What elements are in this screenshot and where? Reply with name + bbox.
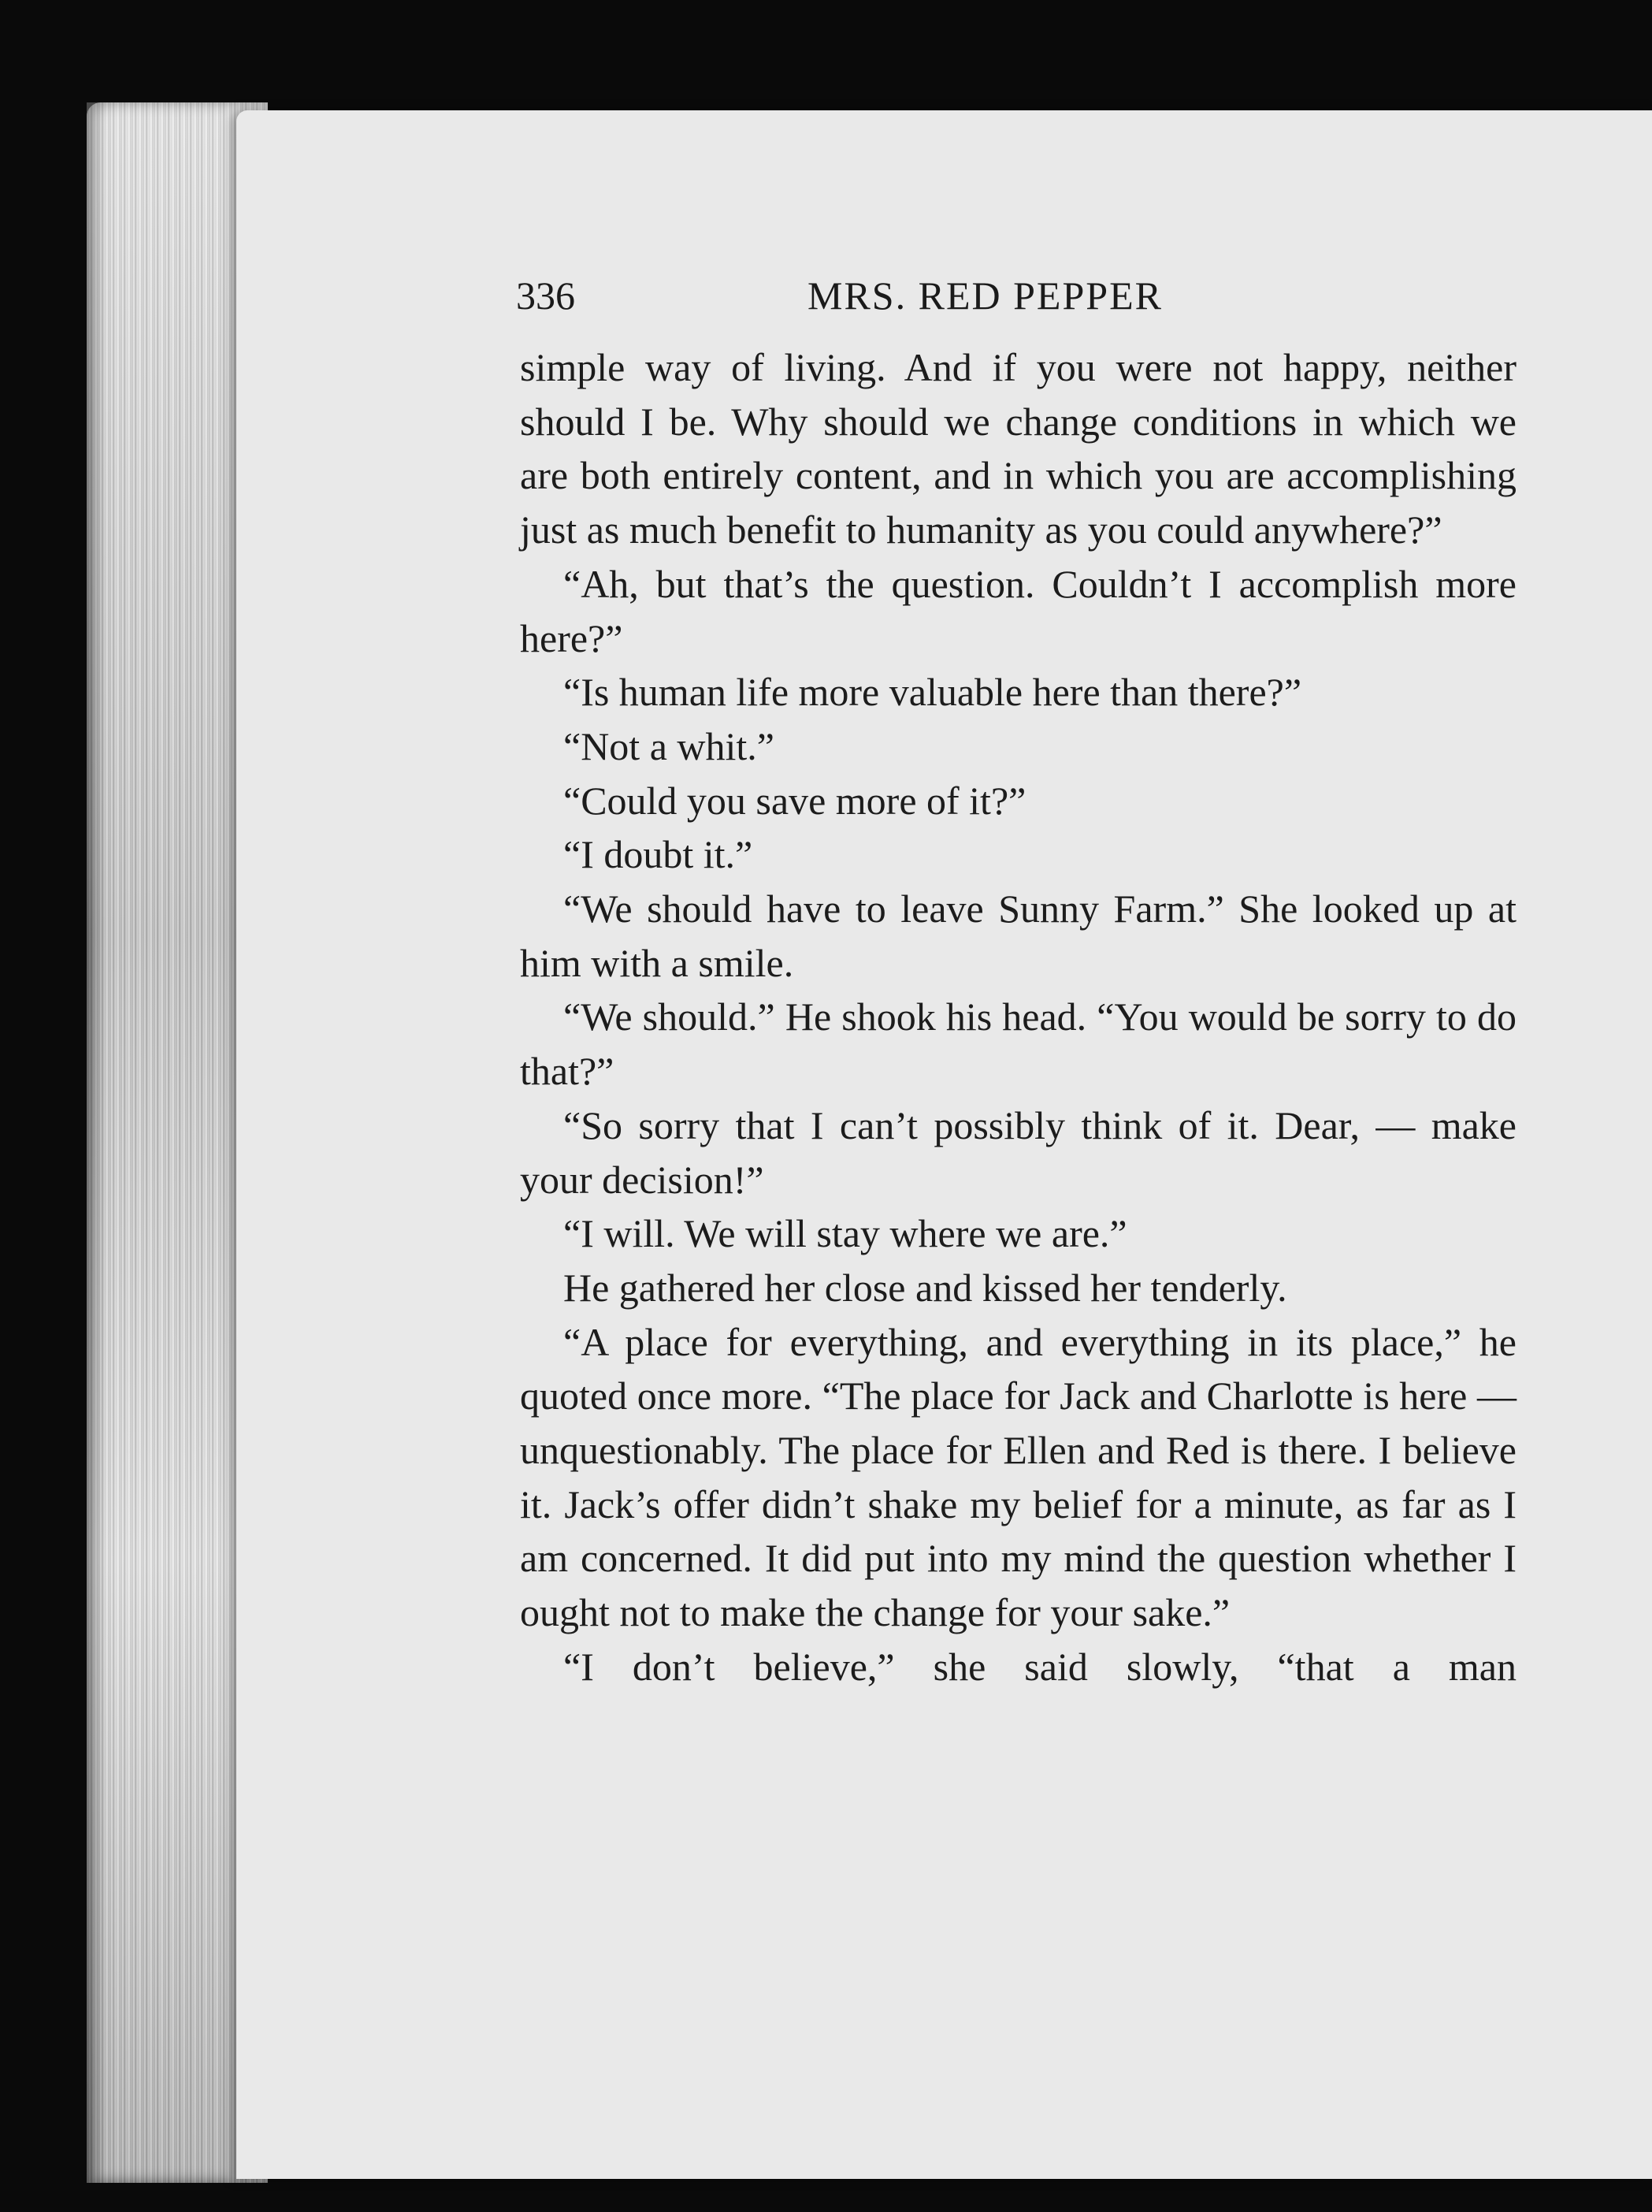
paragraph: “Could you save more of it?”	[563, 778, 1026, 823]
paragraph: “So sorry that I can’t possibly think of it. Dear, — make your decision!”	[520, 1102, 1516, 1202]
paragraph: He gathered her close and kissed her tenderly.	[563, 1265, 1287, 1310]
paragraph: “I doubt it.”	[563, 832, 753, 877]
page-number: 336	[516, 273, 575, 318]
running-title: MRS. RED PEPPER	[807, 273, 1163, 318]
paragraph: “I don’t believe,” she said slowly, “that a man	[563, 1644, 1516, 1689]
paragraph: “Ah, but that’s the question. Couldn’t I accomplish more here?”	[520, 561, 1516, 660]
paragraph: “Not a whit.”	[563, 723, 774, 768]
paragraph: simple way of living. And if you were not happy, neither should I be. Why should we change conditions in which we are both entirely content, and in which you are accomplishing just as much benefit to humanity as you could anywhere?”	[520, 345, 1516, 552]
paragraph: “I will. We will stay where we are.”	[563, 1211, 1127, 1256]
paragraph: “Is human life more valuable here than there?”	[563, 670, 1302, 715]
paragraph: “A place for everything, and everything in its place,” he quoted once more. “The place for Jack and Charlotte is here — unquestionably. The place for Ellen and Red is there. I believe it. Jack’s offer didn’t shake my belief for a minute, as far as I am concerned. It did put into my mind the question whether I ought not to make the change for your sake.”	[520, 1319, 1516, 1635]
paragraph: “We should have to leave Sunny Farm.” She looked up at him with a smile.	[520, 887, 1516, 985]
running-head	[516, 268, 1516, 323]
paragraph: “We should.” He shook his head. “You would be sorry to do that?”	[520, 994, 1516, 1094]
body-text	[520, 340, 1516, 1694]
